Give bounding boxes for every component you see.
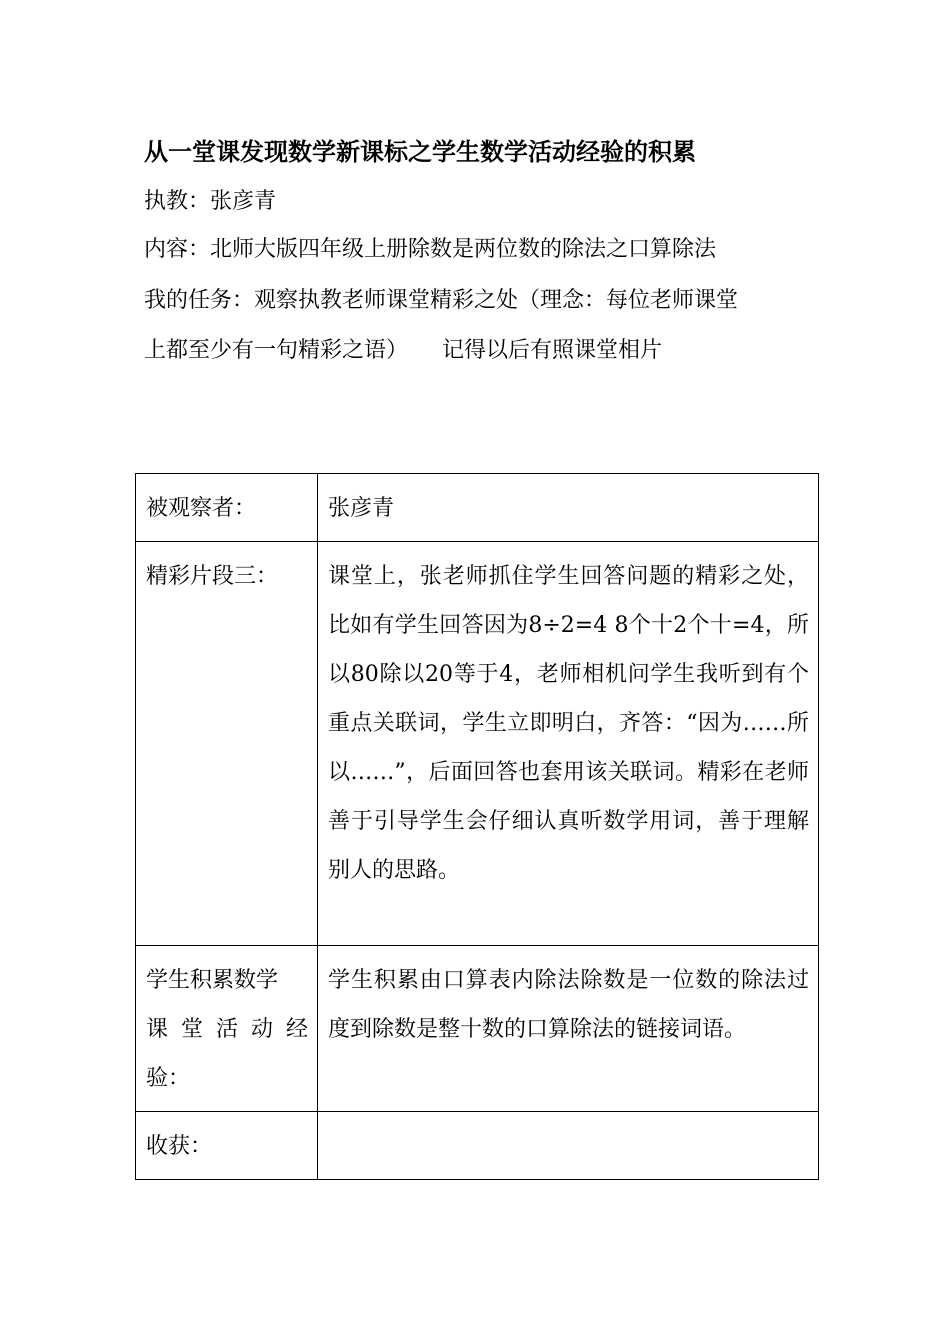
content-line: 内容：北师大版四年级上册除数是两位数的除法之口算除法	[144, 237, 717, 262]
experience-label-line-3: 验：	[146, 1066, 191, 1091]
teacher-line: 执教：张彦青	[144, 189, 277, 214]
observed-value: 张彦青	[318, 474, 819, 542]
experience-label	[136, 946, 318, 1112]
table-row-highlight	[136, 542, 819, 946]
experience-label-line-1: 学生积累数学	[146, 968, 279, 993]
task-line-1: 我的任务：观察执教老师课堂精彩之处（理念：每位老师课堂	[144, 288, 739, 313]
highlight-label: 精彩片段三：	[136, 542, 318, 946]
table-row-observed	[136, 474, 819, 542]
observed-label: 被观察者：	[136, 474, 318, 542]
task-line-2-part-b: 记得以后有照课堂相片	[442, 338, 663, 363]
document-title: 从一堂课发现数学新课标之学生数学活动经验的积累	[144, 137, 696, 166]
experience-label-line-2: 课堂活动经	[146, 1017, 308, 1042]
table-row-gains	[136, 1112, 819, 1180]
table-row-experience	[136, 946, 819, 1112]
experience-value: 学生积累由口算表内除法除数是一位数的除法过度到除数是整十数的口算除法的链接词语。	[318, 946, 819, 1112]
task-line-2	[144, 327, 662, 375]
task-line-2-part-a: 上都至少有一句精彩之语）	[144, 338, 409, 363]
highlight-value: 课堂上，张老师抓住学生回答问题的精彩之处，比如有学生回答因为8÷2=4 8个十2个十=4，所以80除以20等于4，老师相机问学生我听到有个重点关联词，学生立即明白，齐答：“因为……所以……”，后面回答也套用该关联词。精彩在老师善于引导学生会仔细认真听数学用词，善于理解别人的思路。	[318, 542, 819, 946]
observation-table	[135, 473, 819, 1180]
gains-value	[318, 1112, 819, 1180]
gains-label: 收获：	[136, 1112, 318, 1180]
